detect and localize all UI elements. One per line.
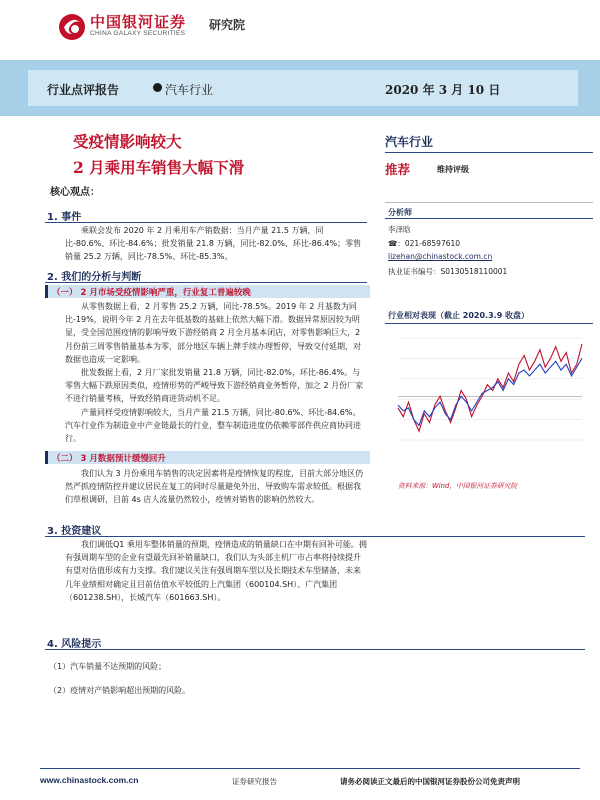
title-line-1: 受疫情影响较大 [73,132,182,151]
email-link[interactable]: lizehan@chinastock.com.cn [388,252,493,261]
chart-series-line-1 [398,344,582,431]
paragraph: 我们认为 3 月份乘用车销售的决定因素将是疫情恢复的程度，目前大部分地区仍然严抓疫情防控并建议居民在复工的同时尽量避免外出，导致购车需求较低。根据我们草根调研，目前 4s 店人流量仍然较小，疫情对销售的影响仍然较大。 [65,469,364,505]
section-2-body-1 [65,300,367,445]
section-3-heading: 3. 投资建议 [47,526,102,537]
section-4-heading: 4. 风险提示 [47,639,102,650]
bullet-icon [153,83,162,92]
footer-divider [40,768,580,769]
paragraph: 我们调低Q1 乘用车整体销量的预期，疫情造成的销量缺口在中期有回补可能。拥有强周期车型的企业有望最先回补销量缺口，我们认为头部主机厂市占率将持续提升有望对估值形成有力支撑。我们建议关注有强周期车型以及长期技术车型储备，未来几年业绩相对确定且目前估值水平较低的上汽集团（600104.SH）、广汽集团（601238.SH），长城汽车（601663.SH）。 [65,540,367,602]
brand-name: 中国银河证券 [90,13,187,31]
section-divider [45,536,585,537]
performance-heading: 行业相对表现（截止 2020.3.9 收盘） [388,311,530,320]
report-type: 行业点评报告 [47,83,120,97]
institute-label: 研究院 [209,18,246,32]
sidebar-divider [385,202,593,203]
footer-disclaimer: 请务必阅读正文最后的中国银河证券股份公司免责声明 [340,777,520,786]
section-2-body-2 [65,467,367,507]
section-divider [45,282,367,283]
title-line-2: 2 月乘用车销售大幅下滑 [73,158,245,177]
paragraph: 从零售数据上看，2 月零售 25.2 万辆，同比-78.5%。2019 年 2 月基数为同比-19%，说明今年 2 月在去年低基数的基础上依然大幅下滑。数据异常原因较为明显，受全国范围疫情的影响导致下游经销商 2 月全月基本闭店，对零售影响巨大，2 月份前三周零售销量基本为零，部分地区车辆上牌手续办理暂停，导致交付延期，对数据也造成一定影响。 [65,302,361,364]
galaxy-logo-icon [58,12,86,42]
report-sector: 汽车行业 [165,83,214,97]
analyst-email[interactable] [388,252,492,261]
subheading-1: （一） 2 月市场受疫情影响严重，行业复工普遍较晚 [52,288,251,298]
report-date: 2020 年 3 月 10 日 [385,83,501,97]
section-3-body [65,538,367,604]
section-2-heading: 2. 我们的分析与判断 [47,272,142,283]
footer-site-link[interactable]: www.chinastock.com.cn [40,775,139,785]
analyst-cert: 执业证书编号：S0130518110001 [388,267,508,276]
brand-name-en: CHINA GALAXY SECURITIES [90,30,186,37]
analyst-heading: 分析师 [388,208,412,217]
paragraph: 乘联会发布 2020 年 2 月乘用车产销数据：当月产量 21.5 万辆，同比-80.6%、环比-84.6%；批发销量 21.8 万辆，同比-82.0%、环比-86.4%；零售销量 25.2 万辆，同比-78.5%、环比-85.3%。 [65,226,362,262]
analyst-phone: ☎：021-68597610 [388,239,461,248]
sidebar-sector: 汽车行业 [385,135,434,149]
analyst-name: 李泽晗 [388,225,411,234]
chart-source: 资料来源：Wind，中国银河证券研究院 [398,482,518,490]
rating-recommend: 推荐 [385,162,411,177]
sidebar-divider [385,218,593,219]
core-label: 核心观点： [50,187,100,198]
sidebar-divider [385,152,593,153]
paragraph: 批发数据上看，2 月厂家批发销量 21.8 万辆，同比-82.0%，环比-86.4%。与零售大幅下跌原因类似，疫情形势的严峻导致下游经销商业务暂停，加之 2 月份厂家不进行销量考核，导致经销商进货动机不足。 [65,368,364,404]
section-divider [45,649,585,650]
paragraph: 产量同样受疫情影响较大，当月产量 21.5 万辆，同比-80.6%、环比-84.6%。汽车行业作为制造业中产业链最长的行业，整车制造进度仍依赖零部件供应商协同进行。 [65,407,361,444]
section-1-body [65,224,367,264]
risk-item: （1）汽车销量不达预期的风险； [49,662,167,671]
section-1-heading: 1. 事件 [47,212,82,223]
section-divider [45,222,367,223]
rating-maintain: 维持评级 [437,165,469,174]
subheading-2: （二） 3 月数据预计缓慢回升 [52,454,166,464]
footer-label: 证券研究报告 [232,777,277,786]
risk-item: （2）疫情对产销影响超出预期的风险。 [49,686,191,695]
relative-performance-chart [394,330,586,448]
sidebar-divider [385,323,593,324]
